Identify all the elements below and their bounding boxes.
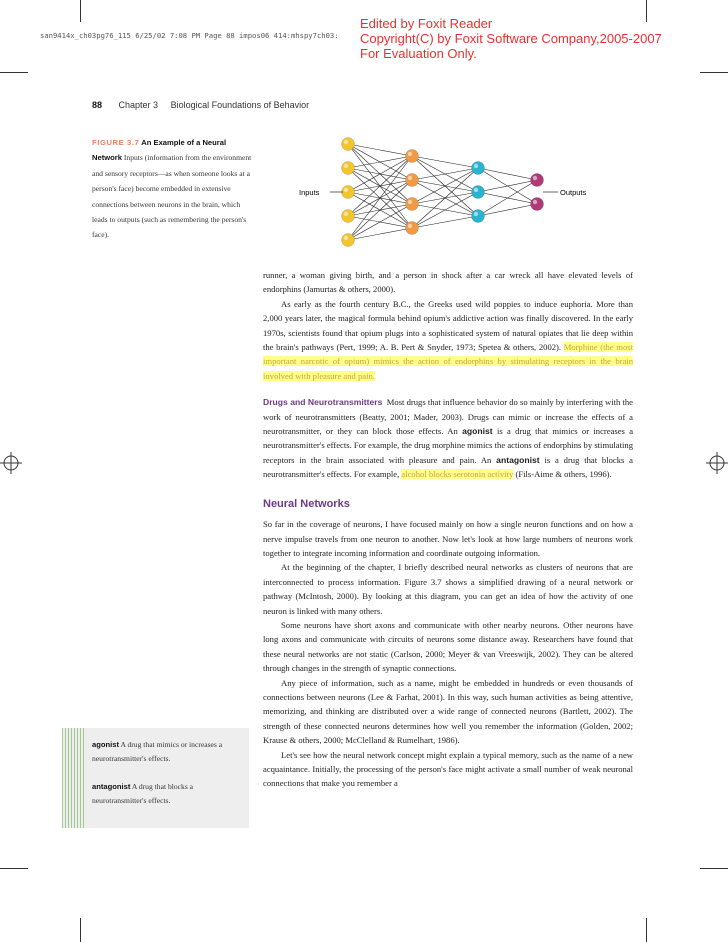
- glossary-entry: [92, 780, 244, 809]
- crop-mark: [0, 72, 28, 73]
- paragraph-text: As early as the fourth century B.C., the Greeks used wild poppies to induce euphoria. More than 2,000 years later, the magical formula behind opium's addictive action was finally discovered. In the early 1970s, scientists found that opium plugs into a sophisticated system of natural opiates that lie deep within the brain's pathways (Pert, 1999; A. B. Pert & Snyder, 1973; Spetea & others, 2002).: [263, 298, 633, 353]
- network-connection: [348, 156, 412, 240]
- crop-mark: [0, 868, 28, 869]
- watermark-line-1: Edited by Foxit Reader: [360, 16, 493, 31]
- figure-number: FIGURE 3.7: [92, 138, 140, 147]
- network-connection: [348, 156, 412, 216]
- glossary-definition: A drug that mimics or increases a neurotransmitter's effects.: [92, 740, 223, 764]
- paragraph: Some neurons have short axons and communicate with other nearby neurons. Other neurons have long axons and communicate with circuits of neurons some distance away. Researchers have found that these neural networks are not static (Carlson, 2000; Meyer & van Vreeswijk, 2002). They can be altered through changes in the strength of synaptic connections.: [263, 619, 633, 674]
- network-connection: [348, 144, 412, 156]
- output-neuron: [531, 198, 544, 211]
- figure-caption-text: Inputs (information from the environment and sensory receptors—as when someone looks at a person's face) become embedded in extensive connections between neurons in the brain, which leads to outputs (such as remembering the person's face).: [92, 153, 252, 240]
- paragraph: Let's see how the neural network concept might explain a typical memory, such as the name of a new acquaintance. Initially, the processing of the person's face might activate a small number of weak neuronal connections that make you remember a: [263, 749, 633, 789]
- subsection-heading: Drugs and Neurotransmitters: [263, 397, 383, 408]
- paragraph: [263, 395, 633, 481]
- glossary-entry: [92, 738, 244, 767]
- neuron-highlight: [408, 200, 412, 204]
- crop-mark: [80, 918, 81, 942]
- paragraph: [263, 297, 633, 383]
- section-heading: Neural Networks: [263, 497, 350, 510]
- paragraph: runner, a woman giving birth, and a person in shock after a car wreck all have elevated levels of endorphins (Jamurtas & others, 2000).: [263, 270, 633, 295]
- neuron-highlight: [408, 176, 412, 180]
- glossary-definition: A drug that blocks a neurotransmitter's effects.: [92, 782, 194, 806]
- input-neuron: [342, 210, 355, 223]
- chapter-title: Biological Foundations of Behavior: [170, 100, 310, 110]
- registration-mark-left: [0, 452, 22, 474]
- crop-mark: [80, 0, 81, 22]
- paragraph: Any piece of information, such as a name, might be embedded in hundreds or even thousands of connections between neurons (Lee & Farhat, 2001). In this way, such human activities as being attentive, memorizing, and thinking are distributed over a wide range of connected neurons (Bartlett, 2002). The strength of these connected neurons determines how well you remember the information (Golden, 2002; Krause & others, 2000; McClelland & Rumelhart, 1986).: [263, 677, 633, 746]
- print-slug: san9414x_ch03pg76_115 6/25/02 7:08 PM Page 88 impos06 414:mhspy7ch03:: [40, 31, 339, 40]
- highlighted-text: Morphine (the most important narcotic of opium) mimics the action of endorphins by stimulating receptors in the brain involved with pleasure and pain.: [263, 342, 633, 381]
- neuron-highlight: [344, 188, 348, 192]
- neuron-highlight: [474, 164, 478, 168]
- glossary-term: antagonist: [92, 782, 131, 791]
- neuron-highlight: [408, 224, 412, 228]
- neuron-highlight: [344, 212, 348, 216]
- page-number: 88: [92, 100, 103, 110]
- network-connection: [412, 168, 478, 180]
- neuron-highlight: [474, 188, 478, 192]
- neuron-highlight: [344, 164, 348, 168]
- neuron-highlight: [474, 212, 478, 216]
- input-neuron: [342, 186, 355, 199]
- hidden-neuron: [406, 222, 419, 235]
- input-neuron: [342, 234, 355, 247]
- network-connections: [348, 144, 537, 240]
- network-nodes: [342, 138, 544, 247]
- network-connection: [412, 216, 478, 228]
- network-connection: [412, 192, 478, 228]
- network-connection: [348, 228, 412, 240]
- network-connection: [348, 156, 412, 168]
- body-text-column: [263, 268, 633, 791]
- input-neuron: [342, 138, 355, 151]
- network-connection: [412, 168, 478, 228]
- paragraph-text: (Fils-Aime & others, 1996).: [515, 469, 612, 480]
- hidden-neuron: [472, 162, 485, 175]
- hidden-neuron: [406, 174, 419, 187]
- paragraph-text: is a drug that mimics or increases a neurotransmitter's effects. For example, the drug morphine mimics the actions of endorphins by stimulating receptors in the brain associated with pleasure and pain. An: [263, 426, 634, 465]
- crop-mark: [700, 72, 728, 73]
- key-term: antagonist: [496, 454, 540, 465]
- figure-title: An Example of a Neural Network: [92, 138, 227, 163]
- paragraph-text: is a drug that blocks a neurotransmitter's effects. For example,: [263, 454, 633, 480]
- inputs-label: Inputs: [299, 188, 320, 197]
- paragraph: At the beginning of the chapter, I briefly described neural networks as clusters of neurons that are interconnected to process information. Figure 3.7 shows a simplified drawing of a neural network or pathway (McIntosh, 2000). By looking at this diagram, you can get an idea of how the activity of one neuron is linked with many others.: [263, 562, 633, 616]
- network-connection: [412, 156, 478, 168]
- network-connection: [412, 168, 478, 204]
- network-connection: [478, 204, 537, 216]
- neuron-highlight: [344, 236, 348, 240]
- network-connection: [478, 180, 537, 192]
- neuron-highlight: [408, 152, 412, 156]
- key-term: agonist: [462, 426, 493, 437]
- running-head: [92, 100, 309, 110]
- network-connection: [348, 204, 412, 240]
- highlighted-text: alcohol blocks serotonin activity: [401, 469, 514, 480]
- hidden-neuron: [472, 210, 485, 223]
- network-connection: [348, 156, 412, 192]
- paragraph-text: Most drugs that influence behavior do so mainly by interfering with the work of neurotransmitters (Beatty, 2001; Mader, 2003). Drugs can mimic or increase the effects of a neurotransmitter, or they can block those effects. An: [263, 397, 633, 437]
- output-neuron: [531, 174, 544, 187]
- glossary-box-stripes: [62, 728, 84, 828]
- hidden-neuron: [406, 150, 419, 163]
- hidden-neuron: [406, 198, 419, 211]
- glossary-term: agonist: [92, 740, 120, 749]
- crop-mark: [646, 0, 647, 22]
- paragraph: So far in the coverage of neurons, I have focused mainly on how a single neuron functions and on how a nerve impulse travels from one neuron to another. Now let's look at how large numbers of neurons work together to integrate incoming information and coordinate outgoing information.: [263, 519, 633, 558]
- network-connection: [348, 180, 412, 240]
- network-connection: [478, 168, 537, 180]
- crop-mark: [646, 918, 647, 942]
- network-connection: [478, 180, 537, 216]
- watermark-line-3: For Evaluation Only.: [360, 46, 477, 61]
- neuron-highlight: [533, 176, 537, 180]
- neuron-highlight: [344, 140, 348, 144]
- crop-mark: [700, 868, 728, 869]
- chapter-label: Chapter 3: [118, 100, 159, 110]
- hidden-neuron: [472, 186, 485, 199]
- watermark-line-2: Copyright(C) by Foxit Software Company,2005-2007: [360, 31, 662, 46]
- input-neuron: [342, 162, 355, 175]
- figure-caption: [92, 135, 252, 243]
- neuron-highlight: [533, 200, 537, 204]
- outputs-label: Outputs: [560, 188, 587, 197]
- registration-mark-right: [706, 452, 728, 474]
- neural-network-diagram: [290, 130, 590, 255]
